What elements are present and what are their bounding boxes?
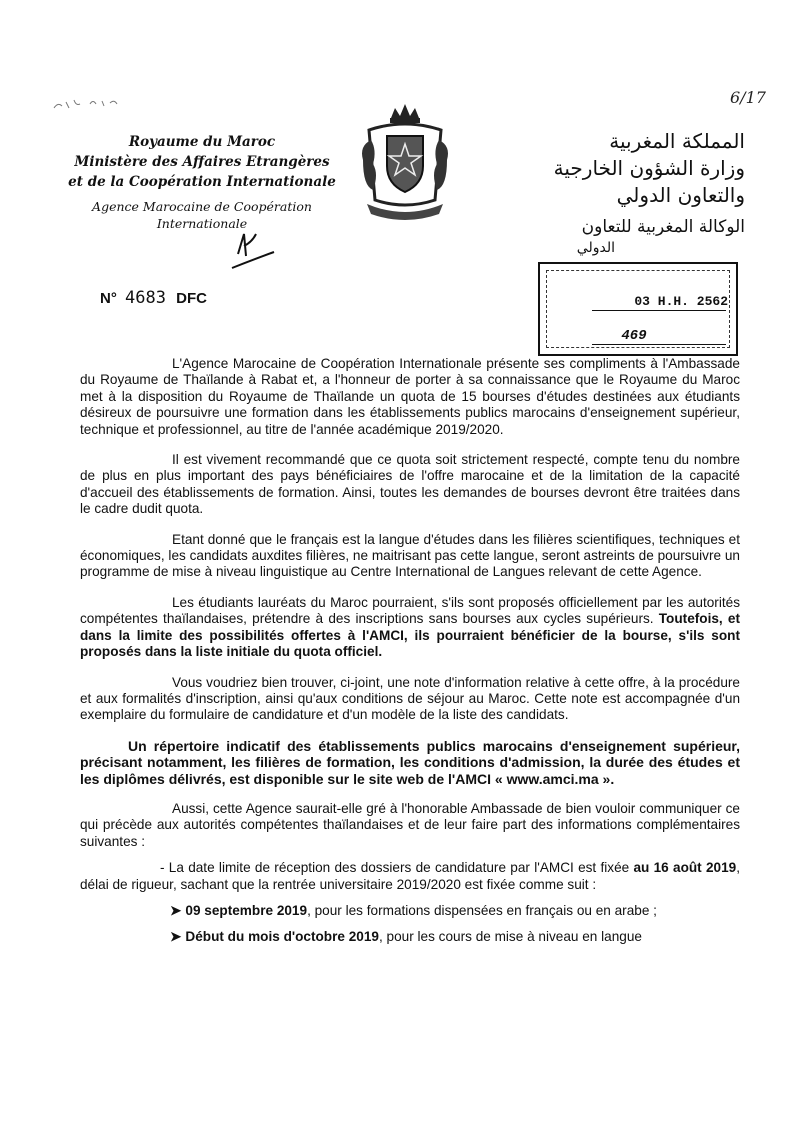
paragraph-directory: Un répertoire indicatif des établissements publics marocains d'enseignement supérieur, précisant notamment, les filières de formation, les conditions d'admission, la durée des études et les diplômes délivrés, est disponible sur le site web de l'AMCI « www.amci.ma ». bbox=[80, 737, 740, 787]
stamp-date: 03 H.H. 2562 bbox=[634, 294, 728, 309]
arabic-agency-line2: الدولي bbox=[576, 240, 615, 256]
letterhead-kingdom: Royaume du Maroc bbox=[128, 134, 276, 150]
arrow-bullet-icon: ➤ bbox=[170, 902, 182, 918]
arabic-letterhead bbox=[500, 128, 745, 257]
arabic-kingdom: المملكة المغربية bbox=[609, 129, 745, 153]
bullet-september-date: 09 septembre 2019 bbox=[185, 902, 308, 918]
stamp-date-rule bbox=[592, 310, 726, 311]
paragraph-laureates bbox=[80, 595, 740, 661]
deadline-date: au 16 août 2019 bbox=[633, 860, 737, 876]
reference-suffix: DFC bbox=[176, 290, 207, 307]
paragraph-introduction: L'Agence Marocaine de Coopération Internationale présente ses compliments à l'Ambassade du Royaume de Thaïlande à Rabat et, a l'honneur de porter à sa connaissance que le Royaume du Maroc met à la disposition du Royaume de Thaïlande un quota de 15 bourses d'études destinées aux étudiants désireux de poursuivre une formation dans les établissements publics marocains d'enseignement supérieur, technique et professionnel, au titre de l'année académique 2019/2020. bbox=[80, 356, 740, 437]
letterhead-agency-line2: Internationale bbox=[156, 216, 248, 231]
reference-prefix: N° bbox=[100, 290, 117, 307]
arabic-agency: الوكالة المغربية للتعاون bbox=[581, 217, 745, 237]
bullet-september bbox=[80, 903, 740, 919]
reception-stamp bbox=[538, 262, 738, 356]
page-number: 6/17 bbox=[730, 88, 766, 107]
initials-signature bbox=[228, 224, 278, 274]
royal-coat-of-arms-emblem bbox=[355, 100, 455, 225]
arrow-bullet-icon: ➤ bbox=[170, 929, 182, 945]
reference-number bbox=[100, 288, 207, 308]
bullet-october-text: , pour les cours de mise à niveau en langue bbox=[378, 929, 642, 945]
stamp-number: 469 bbox=[621, 328, 647, 344]
letterhead-cooperation: et de la Coopération Internationale bbox=[68, 174, 336, 190]
paragraph-request: Aussi, cette Agence saurait-elle gré à l'honorable Ambassade de bien vouloir communiquer ce qui précède aux autorités compétentes thaïlandaises et de leur faire part des informations complémentaires suivantes : bbox=[80, 800, 740, 849]
bullet-september-text: , pour les formations dispensées en français ou en arabe ; bbox=[307, 902, 657, 918]
deadline-text: - La date limite de réception des dossiers de candidature par l'AMCI est fixée bbox=[160, 860, 630, 876]
deadline-rest: , délai de rigueur, sachant que la rentrée universitaire 2019/2020 est fixée comme suit : bbox=[80, 860, 741, 892]
scribble-mark bbox=[50, 92, 130, 114]
stamp-number-rule bbox=[592, 344, 726, 345]
laureates-bold-text: Toutefois, et dans la limite des possibilités offertes à l'AMCI, ils pourraient bénéficier de la bourse, s'ils sont proposés dans la liste initiale du quota officiel. bbox=[80, 611, 741, 660]
laureates-text: Les étudiants lauréats du Maroc pourraient, s'ils sont proposés officiellement par les autorités compétentes thaïlandaises, prétendre à des inscriptions sans bourses aux cycles supérieurs. bbox=[80, 594, 740, 627]
letterhead-agency bbox=[62, 198, 342, 232]
paragraph-quota-recommendation: Il est vivement recommandé que ce quota soit strictement respecté, compte tenu du nombre de plus en plus important des pays bénéficiaires de l'offre marocaine et de la limitation de la capacité d'accueil des établissements de formation. Ainsi, toutes les demandes de bourses devront être traitées dans le cadre dudit quota. bbox=[80, 452, 740, 517]
letterhead-ministry: Ministère des Affaires Etrangères bbox=[74, 154, 330, 170]
paragraph-language: Etant donné que le français est la langue d'études dans les filières scientifiques, techniques et économiques, les candidats auxdites filières, ne maitrisant pas cette langue, seront astreints de poursuivre un programme de mise à niveau linguistique au Centre International de Langues relevant de cette Agence. bbox=[80, 531, 740, 580]
paragraph-deadline bbox=[80, 860, 740, 893]
french-letterhead bbox=[62, 132, 342, 232]
reference-handwritten-number: 4683 bbox=[125, 288, 166, 308]
paragraph-information-note: Vous voudriez bien trouver, ci-joint, une note d'information relative à cette offre, à la procédure et aux formalités d'inscription, ainsi qu'aux conditions de séjour au Maroc. Cette note est accompagnée d'un exemplaire du formulaire de candidature et d'un modèle de la liste des candidats. bbox=[80, 674, 740, 723]
letterhead-agency-line1: Agence Marocaine de Coopération bbox=[92, 199, 312, 214]
letter-body bbox=[80, 356, 740, 956]
bullet-october-date: Début du mois d'octobre 2019 bbox=[185, 929, 379, 945]
bullet-october bbox=[80, 929, 740, 945]
arabic-cooperation: والتعاون الدولي bbox=[616, 183, 745, 207]
arabic-ministry: وزارة الشؤون الخارجية bbox=[553, 156, 745, 180]
